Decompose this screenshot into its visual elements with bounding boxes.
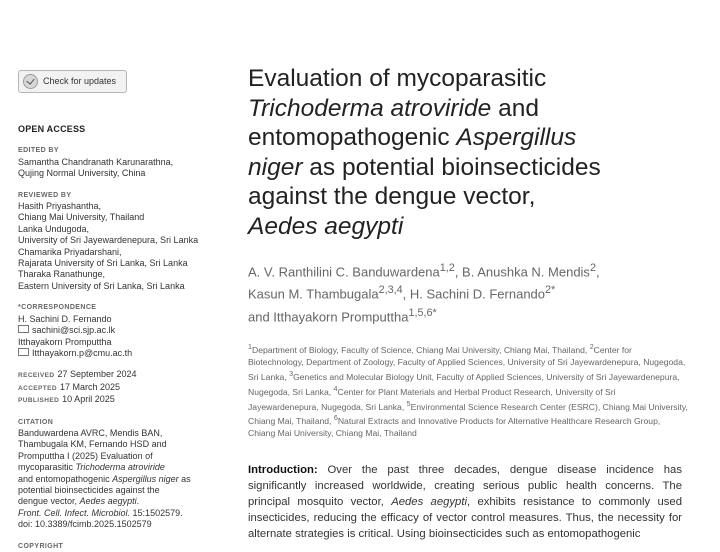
citation-line: Promputtha I (2025) Evaluation of: [18, 450, 153, 461]
editor-name: Samantha Chandranath Karunarathna,: [18, 156, 174, 167]
reviewer-line: Lanka Undugoda,: [18, 223, 90, 234]
title-species: Trichoderma atroviride: [248, 94, 492, 122]
title-text: entomopathogenic: [248, 124, 457, 151]
date-value: 17 March 2025: [59, 381, 120, 392]
author-name[interactable]: , B. Anushka N. Mendis: [454, 264, 590, 280]
affil-sup: 2: [589, 342, 594, 351]
envelope-icon: [18, 348, 29, 356]
edited-by-heading: EDITED BY: [18, 147, 59, 155]
reviewed-by-heading: REVIEWED BY: [18, 191, 72, 199]
affil-text: Genetics and Molecular Biology Unit, Faculty of Applied Sciences, University of Sri Jayewardenepura, Nugegoda, Sri Lanka,: [248, 371, 680, 397]
copyright-heading: COPYRIGHT: [18, 542, 64, 550]
title-species: niger: [248, 153, 303, 181]
intro-species: Aedes aegypti: [391, 496, 467, 508]
correspondent-name: H. Sachini D. Fernando: [18, 313, 112, 324]
citation-text: 15:1502579.: [130, 507, 183, 518]
reviewer-line: University of Sri Jayewardenepura, Sri Lanka: [18, 235, 199, 246]
date-received: [18, 369, 218, 381]
check-for-updates-button[interactable]: [18, 70, 127, 93]
citation-line: [18, 462, 218, 473]
citation-species: Trichoderma atroviride: [75, 462, 165, 473]
title-species: Aspergillus: [456, 124, 577, 151]
author-affil-sup: 2,3,4: [378, 284, 403, 297]
author-list: A. V. Ranthilini C. Banduwardena$^{1,2}$, B. Anushka N. Mendis$^2$, Kasun M. Thambugala$^{2,3,4}$, H. Sachini D. Fernando$^{2*}$ and Itthayakorn Promputtha$^{1,5,6*}$: [248, 262, 600, 324]
article-sidebar: [18, 70, 218, 552]
date-value: 10 April 2025: [62, 394, 115, 405]
date-label: PUBLISHED: [18, 397, 60, 405]
reviewer-line: Hasith Priyashantha,: [18, 201, 102, 212]
affil-sup: 4: [333, 384, 338, 393]
affil-text: Center for Biotechnology, Department of Zoology, Faculty of Applied Sciences, University of Sri Jayewardenepura, Nugegoda, Sri Lanka,: [248, 344, 686, 382]
reviewer-line: Tharaka Ranathunge,: [18, 269, 106, 280]
reviewer-line: Eastern University of Sri Lanka, Sri Lanka: [18, 280, 185, 291]
correspondent-name: Itthayakorn Promputtha: [18, 336, 112, 347]
citation-line: Thambugala KM, Fernando HSD and: [18, 439, 167, 450]
date-label: ACCEPTED: [18, 384, 57, 392]
citation-text: .: [136, 496, 140, 507]
citation-species: Aedes aegypti: [79, 496, 137, 507]
article-main: [248, 64, 688, 439]
author-affil-sup: 2: [589, 262, 596, 274]
affil-text: Department of Biology, Faculty of Science, Chiang Mai University, Chiang Mai, Thailand,: [251, 344, 590, 355]
reviewer-line: Chiang Mai University, Thailand: [18, 212, 145, 223]
check-updates-label: Check for updates: [43, 75, 117, 86]
correspondence-heading: *CORRESPONDENCE: [18, 304, 97, 312]
author-affil-sup: 1,2: [439, 262, 455, 274]
intro-text: Over the past three decades, dengue disease incidence has significantly increased worldwide, creating serious public health concerns. The principal mosquito vector,: [248, 464, 682, 508]
citation-heading: CITATION: [18, 418, 54, 426]
affil-text: Center for Plant Materials and Herbal Product Research, University of Sri Jayewardenepura, Nugegoda, Sri Lanka,: [248, 386, 616, 412]
correspondent-email-link[interactable]: sachini@sci.sjp.ac.lk: [32, 325, 116, 336]
open-access-label: OPEN ACCESS: [18, 124, 86, 134]
envelope-icon: [18, 325, 29, 333]
correspondent-email-row[interactable]: [18, 325, 218, 336]
citation-species: Aspergillus niger: [112, 473, 179, 484]
introduction-paragraph: [248, 462, 682, 542]
correspondent-email-link[interactable]: Itthayakorn.p@cmu.ac.th: [32, 347, 133, 358]
author-name[interactable]: A. V. Ranthilini C. Banduwardena: [248, 264, 440, 280]
title-text: as potential bioinsecticides: [302, 153, 601, 181]
date-label: RECEIVED: [18, 372, 55, 380]
date-published: [18, 394, 218, 406]
article-dates: [18, 369, 218, 406]
author-name[interactable]: , H. Sachini D. Fernando: [402, 286, 546, 302]
reviewer-line: Rajarata University of Sri Lanka, Sri Lanka: [18, 258, 188, 269]
author-affil-sup: 2*: [545, 284, 556, 297]
affil-text: Natural Extracts and Innovative Products for Alternative Healthcare Research Group, Chiang Mai University, Chiang Mai, Thailand: [248, 416, 661, 439]
affil-sup: 6: [333, 414, 338, 423]
citation-doi-link[interactable]: doi: 10.3389/fcimb.2025.1502579: [18, 519, 152, 530]
citation-line: [18, 496, 218, 507]
citation-journal: Front. Cell. Infect. Microbiol.: [18, 507, 131, 518]
citation-text: and entomopathogenic: [18, 473, 113, 484]
check-updates-icon: [23, 74, 38, 89]
citation-line: Banduwardena AVRC, Mendis BAN,: [18, 427, 163, 438]
date-accepted: [18, 382, 218, 394]
intro-label: Introduction:: [248, 464, 318, 476]
intro-text: , exhibits resistance to commonly used insecticides, reducing the efficacy of vector control measures. Thus, the necessity for alternate strategies is critical. Using bioinsecticides such as entomopathogenic: [248, 496, 682, 540]
title-text: and: [491, 94, 539, 122]
citation-text: mycoparasitic: [18, 462, 76, 473]
author-affil-sup: 1,5,6*: [408, 306, 437, 319]
citation-line: potential bioinsecticides against the: [18, 484, 160, 495]
editor-affiliation: Qujing Normal University, China: [18, 168, 146, 179]
affil-sup: 1: [248, 342, 252, 351]
author-name[interactable]: and Itthayakorn Promputtha: [248, 308, 409, 324]
reviewer-line: Chamarika Priyadarshani,: [18, 246, 122, 257]
title-text: Evaluation of mycoparasitic: [248, 65, 547, 92]
citation-text: as: [178, 473, 191, 484]
affil-sup: 5: [406, 399, 411, 408]
citation-text: dengue vector,: [18, 496, 80, 507]
citation-line: [18, 508, 218, 519]
correspondent-email-row[interactable]: [18, 348, 218, 359]
article-title: [248, 64, 688, 241]
date-value: 27 September 2024: [57, 369, 137, 380]
affil-sup: 3: [289, 369, 294, 378]
affil-text: Environmental Science Research Center (ESRC), Chiang Mai University, Chiang Mai, Thailand,: [248, 401, 688, 427]
affiliations: [248, 341, 688, 439]
title-text: against the dengue vector,: [248, 183, 536, 210]
citation-line: [18, 474, 218, 485]
author-name[interactable]: Kasun M. Thambugala: [248, 286, 379, 302]
title-species: Aedes aegypti: [248, 212, 404, 240]
